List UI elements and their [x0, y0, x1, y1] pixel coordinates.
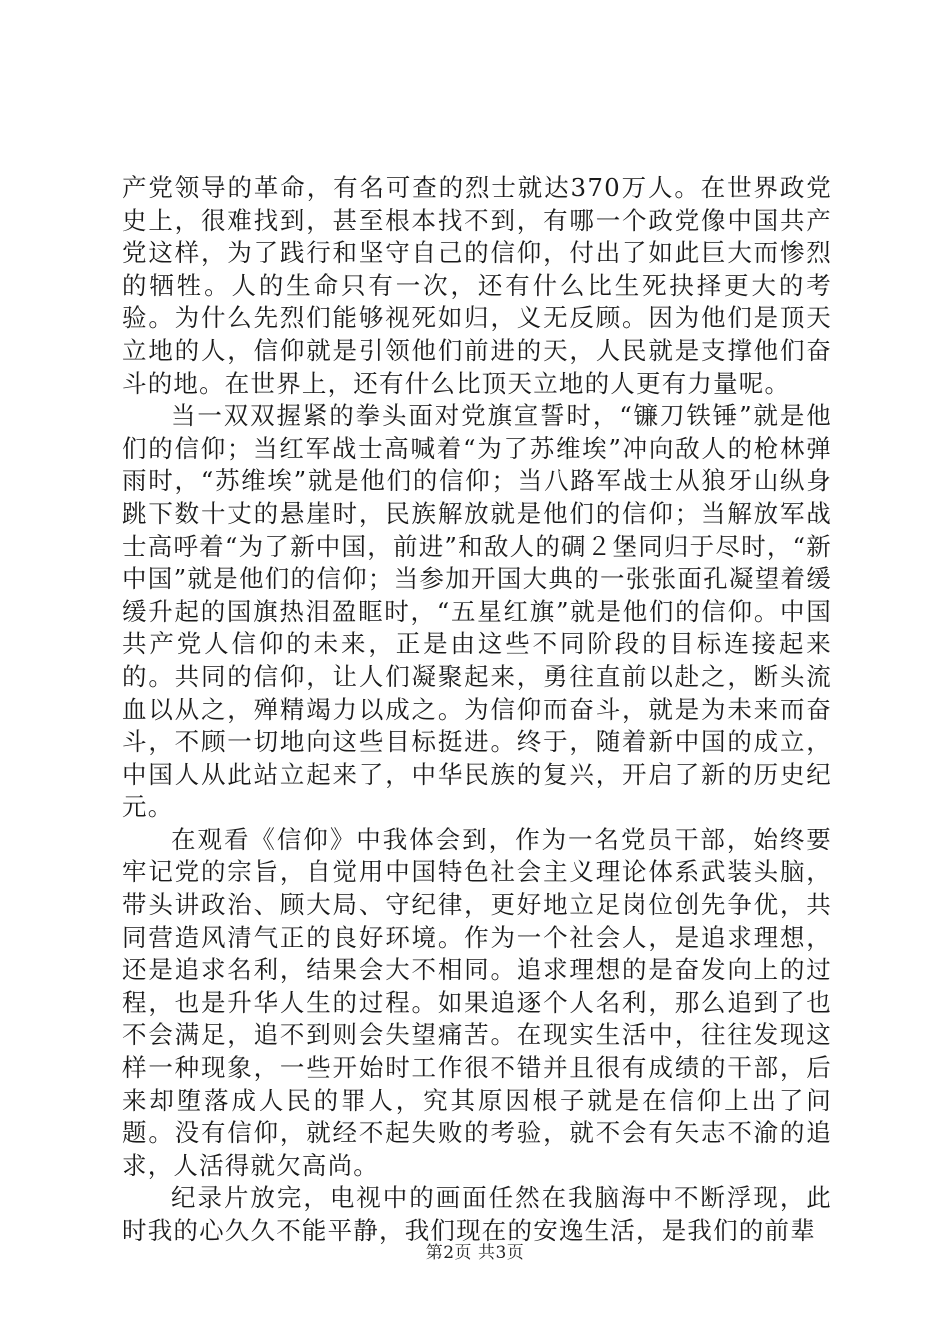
paragraph-4: 纪录片放完，电视中的画面任然在我脑海中不断浮现，此时我的心久久不能平静，我们现在的安逸生活，是我们的前辈 — [122, 1183, 832, 1245]
body-text — [122, 172, 832, 1248]
page-footer: 第2页 共3页 — [425, 1243, 525, 1263]
paragraph-2: 当一双双握紧的拳头面对党旗宣誓时，“镰刀铁锤”就是他们的信仰；当红军战士高喊着“为了苏维埃”冲向敌人的枪林弹雨时，“苏维埃”就是他们的信仰；当八路军战士从狼牙山纵身跳下数十丈的悬崖时，民族解放就是他们的信仰；当解放军战士高呼着“为了新中国，前进”和敌人的碉２堡同归于尽时，“新中国”就是他们的信仰；当参加开国大典的一张张面孔凝望着缓缓升起的国旗热泪盈眶时，“五星红旗”就是他们的信仰。中国共产党人信仰的未来，正是由这些不同阶段的目标连接起来的。共同的信仰，让人们凝聚起来，勇往直前以赴之，断头流血以从之，殚精竭力以成之。为信仰而奋斗，就是为未来而奋斗，不顾一切地向这些目标挺进。终于，随着新中国的成立，中国人从此站立起来了，中华民族的复兴，开启了新的历史纪元。 — [122, 401, 832, 822]
paragraph-1: 产党领导的革命，有名可查的烈士就达370万人。在世界政党史上，很难找到，甚至根本找不到，有哪一个政党像中国共产党这样，为了践行和坚守自己的信仰，付出了如此巨大而惨烈的牺牲。人的生命只有一次，还有什么比生死抉择更大的考验。为什么先烈们能够视死如归，义无反顾。因为他们是顶天立地的人，信仰就是引领他们前进的天，人民就是支撑他们奋斗的地。在世界上，还有什么比顶天立地的人更有力量呢。 — [122, 173, 832, 398]
paragraph-3: 在观看《信仰》中我体会到，作为一名党员干部，始终要牢记党的宗旨，自觉用中国特色社会主义理论体系武装头脑，带头讲政治、顾大局、守纪律，更好地立足岗位创先争优，共同营造风清气正的良好环境。作为一个社会人，是追求理想，还是追求名利，结果会大不相同。追求理想的是奋发向上的过程，也是升华人生的过程。如果追逐个人名利，那么追到了也不会满足，追不到则会失望痛苦。在现实生活中，往往发现这样一种现象，一些开始时工作很不错并且很有成绩的干部，后来却堕落成人民的罪人，究其原因根子就是在信仰上出了问题。没有信仰，就经不起失败的考验，就不会有矢志不渝的追求，人活得就欠高尚。 — [122, 824, 832, 1180]
